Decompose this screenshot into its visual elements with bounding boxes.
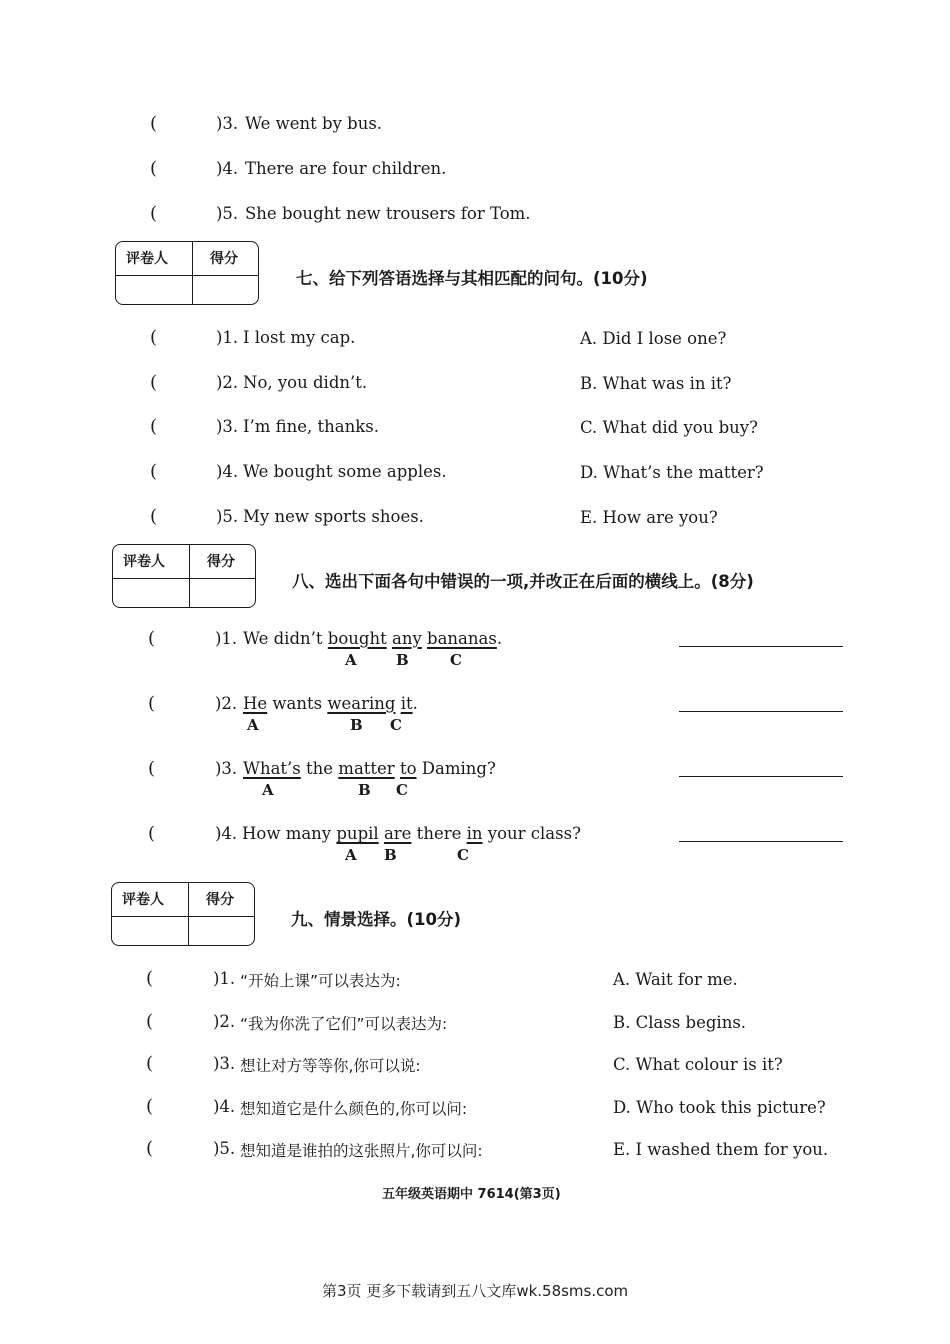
option-c-word: in [466,824,483,843]
answer-paren: ( [148,693,156,714]
score-box [112,544,256,608]
item-text: My new sports shoes. [243,507,424,526]
grader-label: 评卷人 [122,892,164,908]
item-text: 想知道它是什么颜色的,你可以问: [240,1100,468,1118]
item-number: )1. [215,629,238,648]
item-number: )4. [215,824,238,843]
item-number: )2. [215,694,238,713]
grader-label: 评卷人 [123,554,165,570]
item-number: )4. [216,462,239,481]
option: A. Wait for me. [613,970,738,989]
item-number: )1. [216,328,239,347]
option: C. What did you buy? [580,418,758,437]
item-sentence: He wants wearing it. [243,694,418,713]
option: B. What was in it? [580,374,732,393]
answer-paren: ( [150,416,158,437]
label-b: B [358,781,371,799]
option-c-word: bananas [427,629,497,648]
answer-paren: ( [150,372,158,393]
option: D. What’s the matter? [580,463,764,482]
score-box [111,882,255,946]
option-a-word: What’s [243,759,301,778]
score-label: 得分 [210,251,238,267]
answer-paren: ( [146,1096,154,1117]
item-number: )5. [216,204,239,223]
score-label: 得分 [206,892,234,908]
option: C. What colour is it? [613,1055,783,1074]
label-b: B [396,651,409,669]
item-sentence: How many pupil are there in your class? [242,824,581,843]
answer-blank[interactable] [679,841,843,842]
answer-paren: ( [146,1053,154,1074]
option-a-word: pupil [336,824,379,843]
answer-paren: ( [150,506,158,527]
answer-blank[interactable] [679,646,843,647]
option-b-word: any [391,629,422,648]
label-c: C [396,781,408,799]
answer-blank[interactable] [679,776,843,777]
item-text: There are four children. [245,159,447,178]
label-a: A [262,781,274,799]
item-text: We bought some apples. [243,462,447,481]
answer-paren: ( [148,758,156,779]
score-box [115,241,259,305]
label-c: C [450,651,462,669]
item-number: )2. [216,373,239,392]
section-8-title: 八、选出下面各句中错误的一项,并改正在后面的横线上。(8分) [292,572,754,591]
option-c-word: it [400,694,413,713]
item-text: I’m fine, thanks. [243,417,379,436]
item-number: )3. [213,1054,236,1073]
page-footer: 五年级英语期中 7614(第3页) [382,1187,561,1202]
label-a: A [247,716,259,734]
label-b: B [350,716,363,734]
option: D. Who took this picture? [613,1098,826,1117]
item-number: )3. [216,114,239,133]
section-7-title: 七、给下列答语选择与其相匹配的问句。(10分) [296,269,648,288]
answer-paren: ( [150,203,158,224]
label-a: A [345,651,357,669]
answer-paren: ( [146,1011,154,1032]
answer-paren: ( [150,113,158,134]
item-number: )5. [216,507,239,526]
option-c-word: to [399,759,417,778]
item-text: We went by bus. [245,114,383,133]
option-b-word: matter [338,759,395,778]
answer-paren: ( [150,158,158,179]
option-a-word: bought [327,629,387,648]
score-label: 得分 [207,554,235,570]
answer-paren: ( [148,628,156,649]
item-number: )3. [216,417,239,436]
option-b-word: wearing [327,694,396,713]
item-sentence: We didn’t bought any bananas. [243,629,503,648]
item-sentence: What’s the matter to Daming? [243,759,496,778]
item-number: )5. [213,1139,236,1158]
download-watermark: 第3页 更多下载请到五八文库wk.58sms.com [322,1282,629,1300]
grader-label: 评卷人 [126,251,168,267]
item-text: 想知道是谁拍的这张照片,你可以问: [240,1142,483,1160]
item-number: )3. [215,759,238,778]
option-a-word: He [243,694,268,713]
label-c: C [457,846,469,864]
option: A. Did I lose one? [580,329,727,348]
item-text: 想让对方等等你,你可以说: [240,1057,421,1075]
answer-paren: ( [150,461,158,482]
item-number: )4. [213,1097,236,1116]
answer-blank[interactable] [679,711,843,712]
item-text: I lost my cap. [243,328,356,347]
answer-paren: ( [148,823,156,844]
item-number: )1. [213,969,236,988]
item-number: )4. [216,159,239,178]
label-b: B [384,846,397,864]
item-number: )2. [213,1012,236,1031]
option: B. Class begins. [613,1013,747,1032]
item-text: “开始上课”可以表达为: [240,972,401,990]
option: E. I washed them for you. [613,1140,829,1159]
item-text: No, you didn’t. [243,373,368,392]
answer-paren: ( [150,327,158,348]
item-text: “我为你洗了它们”可以表达为: [240,1015,448,1033]
item-text: She bought new trousers for Tom. [245,204,531,223]
label-c: C [390,716,402,734]
answer-paren: ( [146,968,154,989]
option: E. How are you? [580,508,718,527]
section-9-title: 九、情景选择。(10分) [291,910,462,929]
option-b-word: are [383,824,412,843]
answer-paren: ( [146,1138,154,1159]
label-a: A [345,846,357,864]
